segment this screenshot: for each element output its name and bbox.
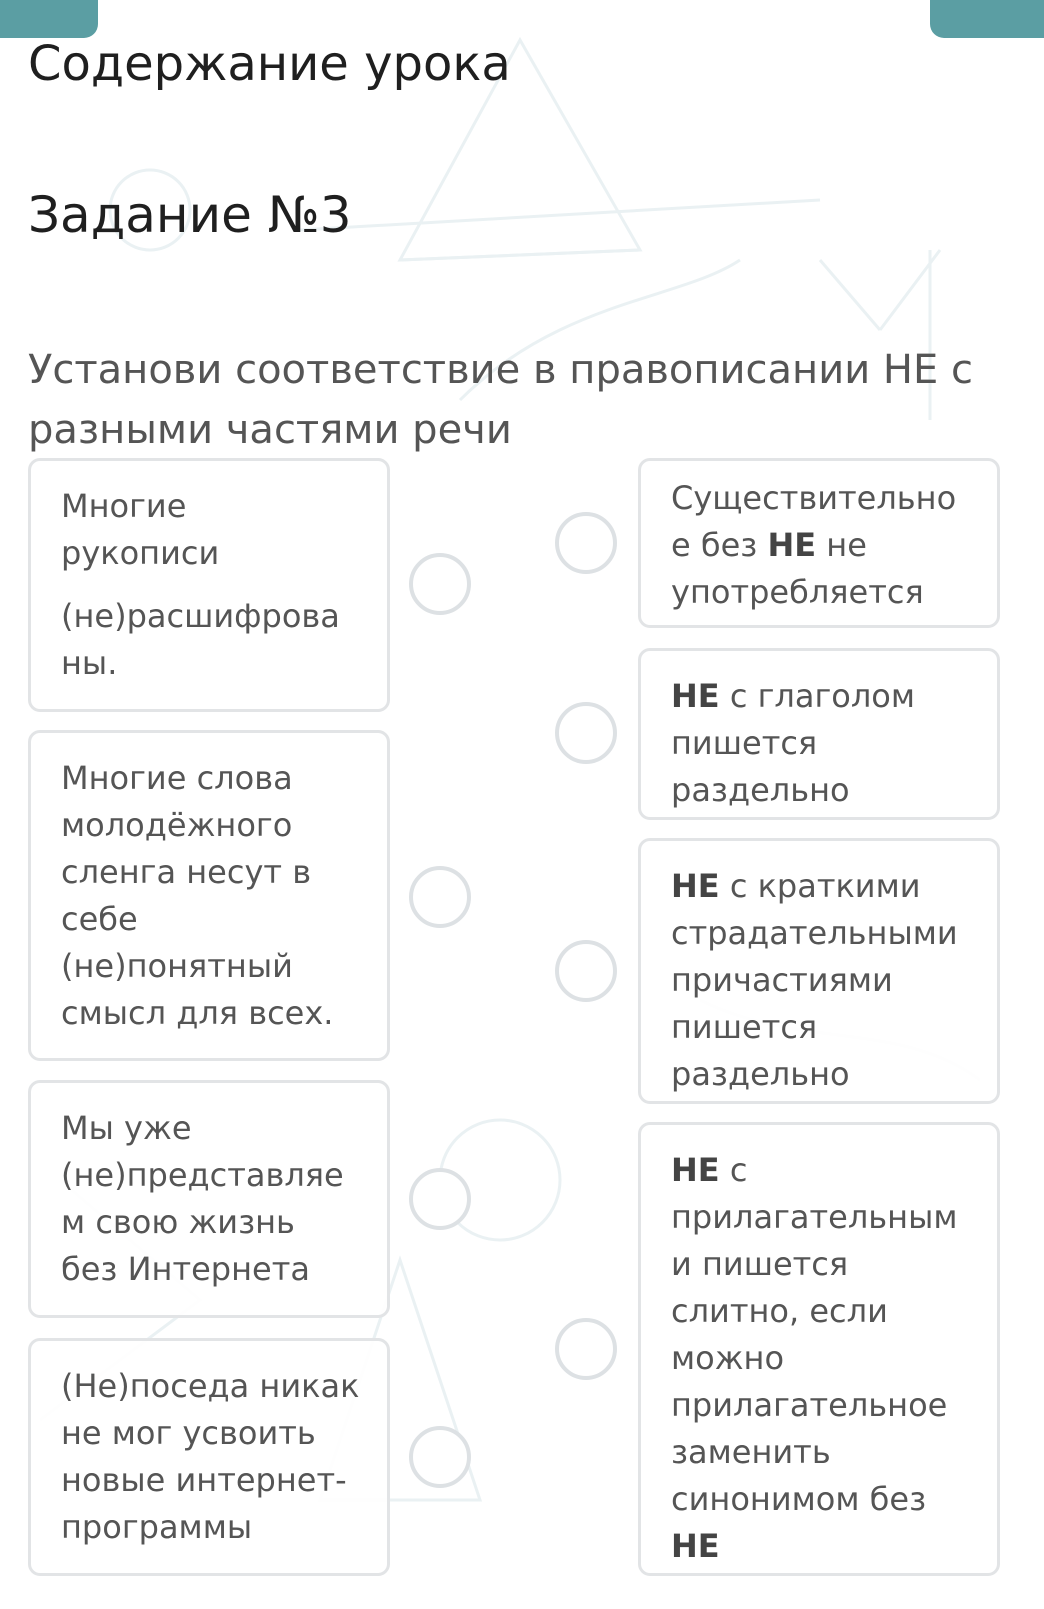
card-text: (не)расшифрова	[61, 597, 340, 635]
card-text: (не)понятный	[61, 947, 293, 985]
top-tab-right	[930, 0, 1044, 38]
left-card-4[interactable]	[28, 1338, 390, 1576]
card-text: пишется	[671, 724, 818, 762]
left-match-radio-3[interactable]	[409, 1168, 471, 1230]
left-card-1[interactable]	[28, 458, 390, 712]
card-text: можно	[671, 1339, 785, 1377]
left-match-radio-4[interactable]	[409, 1426, 471, 1488]
card-text: заменить	[671, 1433, 831, 1471]
card-text: новые интернет-	[61, 1461, 347, 1499]
card-text: НЕ с глаголом	[671, 677, 916, 715]
page-title: Содержание урока	[28, 36, 511, 92]
left-card-2[interactable]	[28, 730, 390, 1061]
card-text: рукописи	[61, 534, 220, 572]
right-match-radio-1[interactable]	[555, 512, 617, 574]
task-title: Задание №3	[28, 186, 352, 244]
ne-emphasis: НЕ	[671, 1527, 720, 1565]
card-text: м свою жизнь	[61, 1203, 295, 1241]
right-card-4[interactable]	[638, 1122, 1000, 1576]
card-text: Мы уже	[61, 1109, 192, 1147]
card-text: синонимом без	[671, 1480, 927, 1518]
card-text: причастиями	[671, 961, 893, 999]
card-text: раздельно	[671, 1055, 850, 1093]
card-text: (Не)поседа никак	[61, 1367, 360, 1405]
card-text: без Интернета	[61, 1250, 310, 1288]
right-card-1[interactable]	[638, 458, 1000, 628]
card-text: прилагательным	[671, 1198, 958, 1236]
right-match-radio-2[interactable]	[555, 702, 617, 764]
card-text: смысл для всех.	[61, 994, 334, 1032]
ne-emphasis: НЕ	[767, 526, 817, 564]
card-text: сленга несут в	[61, 853, 312, 891]
card-text: слитно, если	[671, 1292, 888, 1330]
card-text: употребляется	[671, 573, 924, 611]
card-text: программы	[61, 1508, 253, 1546]
card-text: Существительно	[671, 479, 957, 517]
right-card-3[interactable]	[638, 838, 1000, 1104]
right-card-2[interactable]	[638, 648, 1000, 820]
ne-emphasis: НЕ	[671, 677, 720, 715]
left-card-3[interactable]	[28, 1080, 390, 1318]
card-text: раздельно	[671, 771, 850, 809]
card-text: не мог усвоить	[61, 1414, 316, 1452]
card-text: ны.	[61, 644, 118, 682]
card-text: страдательными	[671, 914, 958, 952]
card-text: молодёжного	[61, 806, 293, 844]
ne-emphasis: НЕ	[671, 867, 720, 905]
card-text	[671, 1523, 969, 1570]
top-tab-left	[0, 0, 98, 38]
card-text: Многие слова	[61, 759, 293, 797]
instruction-text: Установи соответствие в правописании НЕ с разными частями речи	[28, 347, 973, 453]
right-match-radio-4[interactable]	[555, 1318, 617, 1380]
card-text: Многие	[61, 487, 187, 525]
ne-emphasis: НЕ	[671, 1151, 720, 1189]
card-text: е без НЕ не	[671, 526, 867, 564]
card-text: (не)представляе	[61, 1156, 344, 1194]
card-text: и пишется	[671, 1245, 849, 1283]
card-text: НЕ с краткими	[671, 867, 921, 905]
card-text: себе	[61, 900, 138, 938]
card-text: НЕ с	[671, 1151, 748, 1189]
left-match-radio-2[interactable]	[409, 866, 471, 928]
card-text: прилагательное	[671, 1386, 948, 1424]
card-text: пишется	[671, 1008, 818, 1046]
left-match-radio-1[interactable]	[409, 553, 471, 615]
right-match-radio-3[interactable]	[555, 940, 617, 1002]
